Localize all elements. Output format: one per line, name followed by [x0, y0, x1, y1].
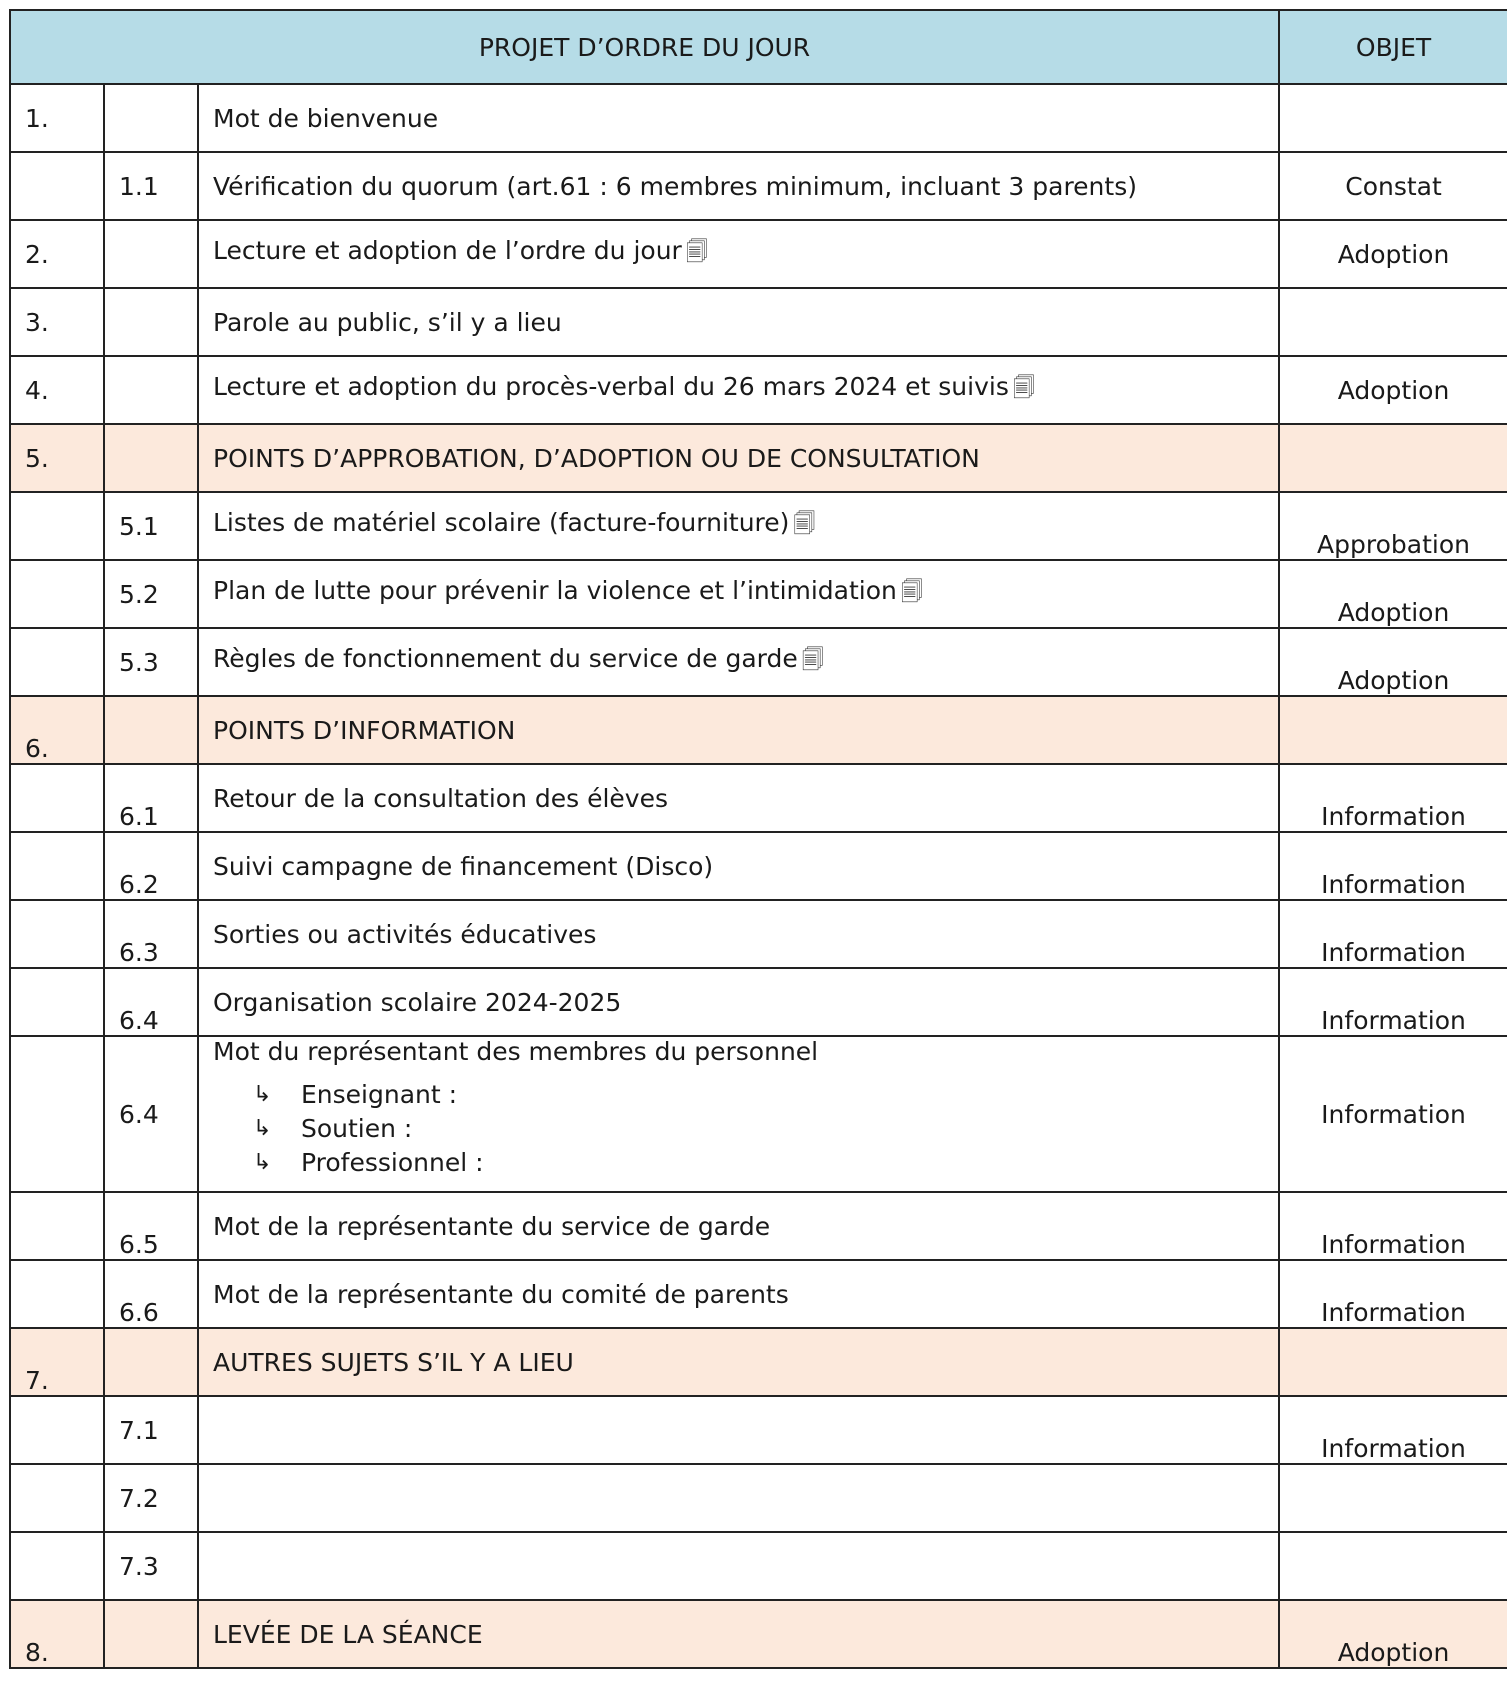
- staff-list: [253, 1078, 1264, 1180]
- sub-item-number: [104, 424, 198, 492]
- sub-item-number: 6.2: [104, 832, 198, 900]
- list-item: [253, 1078, 1264, 1112]
- sub-item-number: 7.2: [104, 1464, 198, 1532]
- sub-item-number: 5.2: [104, 560, 198, 628]
- item-title-text: Lecture et adoption de l’ordre du jour: [213, 236, 682, 265]
- table-row: [10, 288, 1507, 356]
- section-row: [10, 696, 1507, 764]
- table-row: [10, 84, 1507, 152]
- item-object: [1279, 288, 1507, 356]
- item-title: [198, 1532, 1279, 1600]
- item-title-text: Vérification du quorum (art.61 : 6 membres minimum, incluant 3 parents): [213, 171, 1137, 201]
- item-object: Adoption: [1279, 628, 1507, 696]
- document-icon: 🗐: [801, 648, 824, 673]
- table-row: [10, 1396, 1507, 1464]
- sub-item-number: [104, 696, 198, 764]
- document-icon: 🗐: [900, 580, 923, 605]
- table-row: [10, 832, 1507, 900]
- item-title: [198, 288, 1279, 356]
- staff-item-label: Professionnel :: [301, 1148, 484, 1177]
- item-title-text: Mot de la représentante du comité de parents: [213, 1279, 789, 1309]
- arrow-icon: ↳: [253, 1150, 272, 1175]
- item-object: Information: [1279, 968, 1507, 1036]
- item-number: 4.: [10, 356, 104, 424]
- arrow-icon: ↳: [253, 1082, 272, 1107]
- item-number: 7.: [10, 1328, 104, 1396]
- item-number: [10, 1192, 104, 1260]
- table-row: [10, 1464, 1507, 1532]
- item-number: 6.: [10, 696, 104, 764]
- section-row: [10, 424, 1507, 492]
- item-object: Information: [1279, 1260, 1507, 1328]
- item-number: [10, 832, 104, 900]
- item-title-text: Suivi campagne de financement (Disco): [213, 851, 714, 881]
- table-row: [10, 968, 1507, 1036]
- item-title-text: Lecture et adoption du procès-verbal du 26 mars 2024 et suivis: [213, 372, 1009, 401]
- table-row: [10, 900, 1507, 968]
- item-object: [1279, 84, 1507, 152]
- staff-section: [10, 1036, 1507, 1192]
- item-title: [198, 1260, 1279, 1328]
- object-header: OBJET: [1279, 10, 1507, 84]
- sub-item-number: 6.1: [104, 764, 198, 832]
- item-number: [10, 900, 104, 968]
- item-number: [10, 1260, 104, 1328]
- item-title-text: AUTRES SUJETS S’IL Y A LIEU: [213, 1347, 574, 1377]
- item-title: [198, 1464, 1279, 1532]
- table-row: [10, 1036, 1507, 1192]
- item-number: 8.: [10, 1600, 104, 1668]
- section-row: [10, 1328, 1507, 1396]
- item-object: Adoption: [1279, 1600, 1507, 1668]
- item-title: [198, 1328, 1279, 1396]
- item-object: Information: [1279, 832, 1507, 900]
- item-title: [198, 424, 1279, 492]
- item-object: Adoption: [1279, 560, 1507, 628]
- item-title: [198, 1600, 1279, 1668]
- item-number: 3.: [10, 288, 104, 356]
- item-title-text: POINTS D’INFORMATION: [213, 715, 516, 745]
- item-title: [198, 696, 1279, 764]
- staff-row-title: Mot du représentant des membres du personnel: [213, 1037, 819, 1066]
- item-title: [198, 1396, 1279, 1464]
- sub-item-number: [104, 1600, 198, 1668]
- item-title-text: Retour de la consultation des élèves: [213, 783, 668, 813]
- sub-item-number: 7.3: [104, 1532, 198, 1600]
- table-row: [10, 152, 1507, 220]
- item-title: [198, 764, 1279, 832]
- sub-item-number: [104, 220, 198, 288]
- arrow-icon: ↳: [253, 1116, 272, 1141]
- sub-item-number: [104, 84, 198, 152]
- item-number: [10, 1464, 104, 1532]
- item-title-text: LEVÉE DE LA SÉANCE: [213, 1619, 483, 1649]
- sub-item-number: [104, 288, 198, 356]
- item-number: [10, 764, 104, 832]
- item-object: [1279, 1328, 1507, 1396]
- table-row: [10, 1192, 1507, 1260]
- table-row: [10, 764, 1507, 832]
- item-title: [198, 900, 1279, 968]
- item-title-text: Mot de bienvenue: [213, 103, 439, 133]
- item-title-text: Organisation scolaire 2024-2025: [213, 987, 622, 1017]
- item-number: [10, 1396, 104, 1464]
- item-title-text: Parole au public, s’il y a lieu: [213, 307, 562, 337]
- item-object: [1279, 696, 1507, 764]
- item-number: [10, 968, 104, 1036]
- item-number: [10, 560, 104, 628]
- item-object: [1279, 1464, 1507, 1532]
- item-object: Constat: [1279, 152, 1507, 220]
- sub-item-number: 6.6: [104, 1260, 198, 1328]
- item-title: [198, 356, 1279, 424]
- sub-item-number: 7.1: [104, 1396, 198, 1464]
- item-title-text: Plan de lutte pour prévenir la violence et l’intimidation: [213, 576, 897, 605]
- table-row: [10, 356, 1507, 424]
- sub-item-number: 6.5: [104, 1192, 198, 1260]
- sub-item-number: [104, 356, 198, 424]
- item-number: 5.: [10, 424, 104, 492]
- document-icon: 🗐: [793, 512, 816, 537]
- agenda-header: PROJET D’ORDRE DU JOUR: [10, 10, 1279, 84]
- list-item: [253, 1112, 1264, 1146]
- sub-item-number: 5.3: [104, 628, 198, 696]
- item-number: [10, 152, 104, 220]
- sub-item-number: 6.4: [104, 1036, 198, 1192]
- item-object: Information: [1279, 900, 1507, 968]
- item-title: [198, 220, 1279, 288]
- item-object: Information: [1279, 1036, 1507, 1192]
- item-number: [10, 628, 104, 696]
- sub-item-number: 5.1: [104, 492, 198, 560]
- sub-item-number: 6.3: [104, 900, 198, 968]
- item-number: [10, 492, 104, 560]
- table-row: [10, 492, 1507, 560]
- item-title: [198, 628, 1279, 696]
- item-object: Adoption: [1279, 220, 1507, 288]
- item-title-text: POINTS D’APPROBATION, D’ADOPTION OU DE CONSULTATION: [213, 443, 980, 473]
- agenda-body: [10, 84, 1507, 1036]
- item-number: 1.: [10, 84, 104, 152]
- item-object: Adoption: [1279, 356, 1507, 424]
- item-object: Information: [1279, 764, 1507, 832]
- table-header-row: [10, 10, 1507, 84]
- item-object: Information: [1279, 1192, 1507, 1260]
- item-object: [1279, 1532, 1507, 1600]
- section-row: [10, 1600, 1507, 1668]
- item-title-text: Sorties ou activités éducatives: [213, 919, 597, 949]
- document-icon: 🗐: [685, 240, 708, 265]
- item-title-text: Listes de matériel scolaire (facture-fourniture): [213, 508, 790, 537]
- item-title: [198, 968, 1279, 1036]
- item-title: [198, 560, 1279, 628]
- table-row: [10, 1260, 1507, 1328]
- item-object: [1279, 424, 1507, 492]
- staff-item-label: Enseignant :: [301, 1080, 458, 1109]
- agenda-body-end: [10, 1192, 1507, 1668]
- item-title: [198, 84, 1279, 152]
- item-number: 2.: [10, 220, 104, 288]
- item-title-text: Mot de la représentante du service de garde: [213, 1211, 771, 1241]
- item-title: [198, 1192, 1279, 1260]
- item-number: [10, 1532, 104, 1600]
- item-title: [198, 1036, 1279, 1192]
- agenda-table: [9, 9, 1507, 1669]
- sub-item-number: 1.1: [104, 152, 198, 220]
- list-item: [253, 1146, 1264, 1180]
- item-title: [198, 832, 1279, 900]
- document-icon: 🗐: [1012, 376, 1035, 401]
- table-row: [10, 1532, 1507, 1600]
- item-title-text: Règles de fonctionnement du service de garde: [213, 644, 798, 673]
- item-object: Approbation: [1279, 492, 1507, 560]
- sub-item-number: [104, 1328, 198, 1396]
- item-title: [198, 492, 1279, 560]
- table-row: [10, 220, 1507, 288]
- table-row: [10, 560, 1507, 628]
- table-row: [10, 628, 1507, 696]
- staff-item-label: Soutien :: [301, 1114, 413, 1143]
- sub-item-number: 6.4: [104, 968, 198, 1036]
- item-title: [198, 152, 1279, 220]
- item-object: Information: [1279, 1396, 1507, 1464]
- item-number: [10, 1036, 104, 1192]
